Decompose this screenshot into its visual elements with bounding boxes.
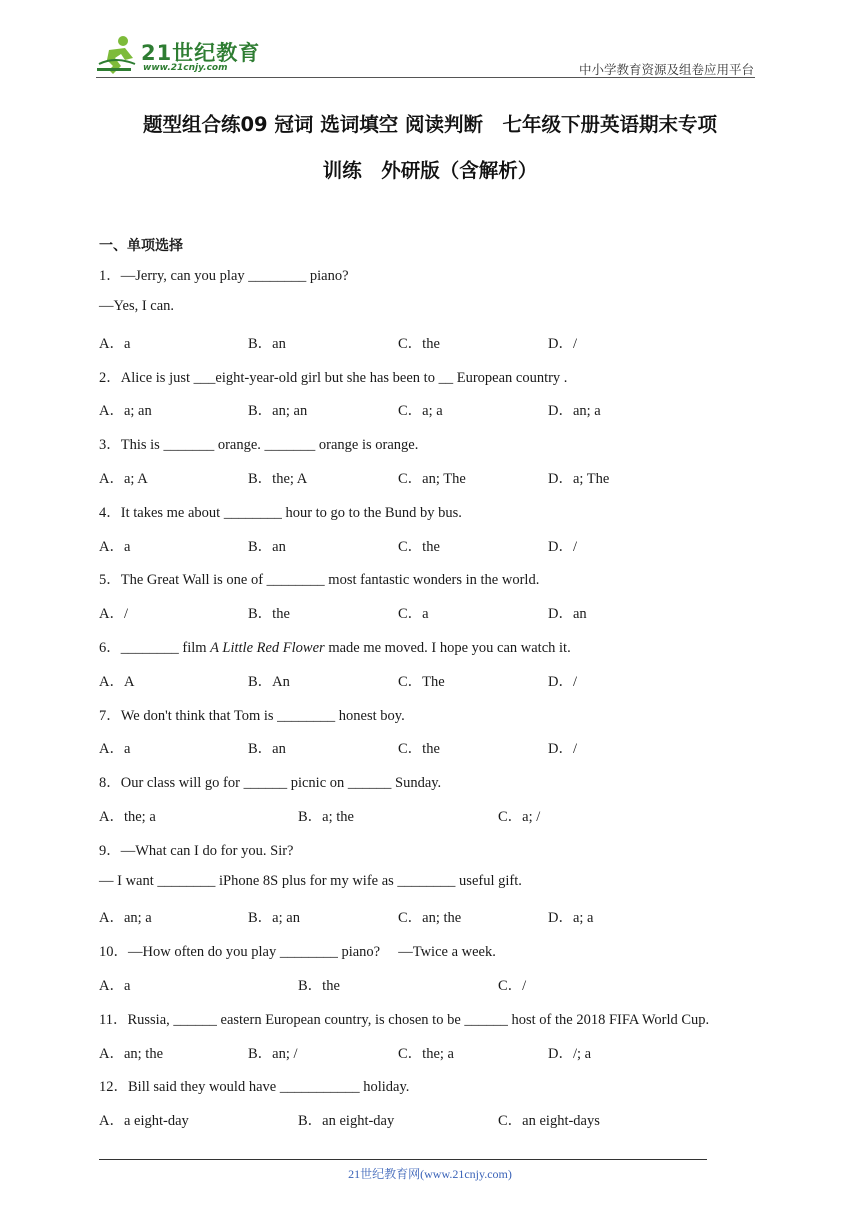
question-6-option-d[interactable]: D．/ [548, 674, 577, 690]
question-4-option-d[interactable]: D．/ [548, 539, 577, 555]
question-12-stem: 12．Bill said they would have ___________ holiday. [99, 1079, 410, 1095]
question-5-option-a[interactable]: A．/ [99, 606, 128, 622]
question-10-option-c[interactable]: C．/ [498, 978, 527, 994]
footer-divider [99, 1159, 707, 1160]
question-1-option-a[interactable]: A．a [99, 336, 131, 352]
question-5-option-b[interactable]: B．the [248, 606, 290, 622]
question-2-stem: 2．Alice is just ___eight-year-old girl but she has been to __ European country . [99, 370, 568, 386]
question-5-stem: 5．The Great Wall is one of ________ most fantastic wonders in the world. [99, 572, 540, 588]
question-2-option-b[interactable]: B．an; an [248, 403, 308, 419]
question-6-text-end: made me moved. I hope you can watch it. [324, 640, 571, 656]
question-2-option-d[interactable]: D．an; a [548, 403, 601, 419]
question-6-option-c[interactable]: C．The [398, 674, 445, 690]
section-heading: 一、单项选择 [99, 238, 183, 254]
question-1-option-b[interactable]: B．an [248, 336, 286, 352]
question-8-stem: 8．Our class will go for ______ picnic on ______ Sunday. [99, 775, 442, 791]
question-11-stem: 11．Russia, ______ eastern European country, is chosen to be ______ host of the 2018 FIFA World Cup. [99, 1012, 710, 1028]
question-3-stem: 3．This is _______ orange. _______ orange is orange. [99, 437, 419, 453]
question-9-option-d[interactable]: D．a; a [548, 910, 594, 926]
question-10-option-a[interactable]: A．a [99, 978, 131, 994]
question-11-option-d[interactable]: D．/; a [548, 1046, 592, 1062]
footer-link[interactable]: 21世纪教育网(www.21cnjy.com) [348, 1167, 512, 1181]
page-header [0, 0, 860, 82]
question-4-option-c[interactable]: C．the [398, 539, 440, 555]
question-8-option-a[interactable]: A．the; a [99, 809, 156, 825]
question-5-option-c[interactable]: C．a [398, 606, 429, 622]
title-line-1: 题型组合练09 冠词 选词填空 阅读判断 七年级下册英语期末专项 [142, 113, 717, 136]
logo-text: 21世纪教育 [141, 41, 261, 65]
question-8-option-b[interactable]: B．a; the [298, 809, 354, 825]
question-10-stem: 10．—How often do you play ________ piano? —Twice a week. [99, 944, 496, 960]
question-11-option-b[interactable]: B．an; / [248, 1046, 298, 1062]
question-11-option-a[interactable]: A．an; the [99, 1046, 164, 1062]
question-4-stem: 4．It takes me about ________ hour to go to the Bund by bus. [99, 505, 462, 521]
question-7-option-b[interactable]: B．an [248, 741, 286, 757]
question-1-reply: —Yes, I can. [99, 298, 175, 314]
question-6-text-start: 6．________ film [99, 640, 211, 656]
question-6-option-a[interactable]: A．A [99, 674, 135, 690]
question-6-option-b[interactable]: B．An [248, 674, 290, 690]
platform-label: 中小学教育资源及组卷应用平台 [578, 62, 754, 77]
question-12-option-b[interactable]: B．an eight-day [298, 1113, 395, 1129]
question-3-option-d[interactable]: D．a; The [548, 471, 610, 487]
question-10-option-b[interactable]: B．the [298, 978, 340, 994]
question-9-option-c[interactable]: C．an; the [398, 910, 462, 926]
question-8-option-c[interactable]: C．a; / [498, 809, 541, 825]
question-12-option-a[interactable]: A．a eight-day [99, 1113, 189, 1129]
question-6-stem [99, 636, 571, 657]
question-2-option-c[interactable]: C．a; a [398, 403, 443, 419]
document-title [96, 102, 764, 194]
question-4-option-b[interactable]: B．an [248, 539, 286, 555]
question-3-option-c[interactable]: C．an; The [398, 471, 466, 487]
question-9-option-a[interactable]: A．an; a [99, 910, 152, 926]
question-3-option-a[interactable]: A．a; A [99, 471, 148, 487]
title-line-2: 训练 外研版（含解析） [322, 159, 538, 182]
question-12-option-c[interactable]: C．an eight-days [498, 1113, 600, 1129]
site-logo[interactable] [95, 34, 265, 78]
question-9-reply: — I want ________ iPhone 8S plus for my wife as ________ useful gift. [99, 873, 522, 889]
question-5-option-d[interactable]: D．an [548, 606, 587, 622]
question-6-film-title: A Little Red Flower [210, 640, 325, 656]
question-1-option-c[interactable]: C．the [398, 336, 440, 352]
question-7-stem: 7．We don't think that Tom is ________ honest boy. [99, 708, 405, 724]
question-7-option-c[interactable]: C．the [398, 741, 440, 757]
question-9-option-b[interactable]: B．a; an [248, 910, 300, 926]
header-divider [96, 77, 755, 78]
question-1-option-d[interactable]: D．/ [548, 336, 577, 352]
question-2-option-a[interactable]: A．a; an [99, 403, 152, 419]
question-7-option-a[interactable]: A．a [99, 741, 131, 757]
question-11-option-c[interactable]: C．the; a [398, 1046, 454, 1062]
question-7-option-d[interactable]: D．/ [548, 741, 577, 757]
question-9-stem: 9．—What can I do for you. Sir? [99, 843, 294, 859]
question-1-stem: 1．—Jerry, can you play ________ piano? [99, 268, 349, 284]
question-3-option-b[interactable]: B．the; A [248, 471, 308, 487]
question-4-option-a[interactable]: A．a [99, 539, 131, 555]
logo-url: www.21cnjy.com [143, 63, 228, 73]
